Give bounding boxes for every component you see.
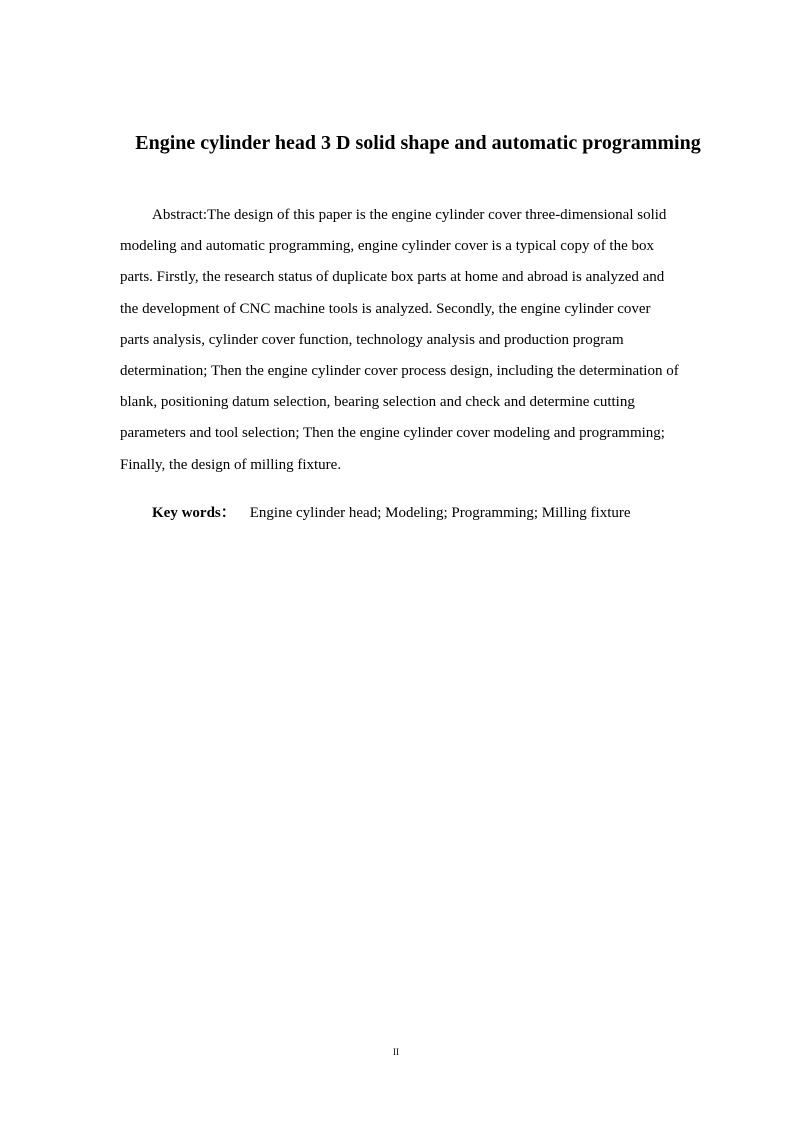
keywords-line: [120, 498, 680, 529]
keywords-text: Engine cylinder head; Modeling; Programming; Milling fixture: [249, 505, 631, 521]
abstract-paragraph: Abstract:The design of this paper is the engine cylinder cover three-dimensional solid modeling and automatic programming, engine cylinder cover is a typical copy of the box parts. Firstly, the research status of duplicate box parts at home and abroad is analyzed and the development of CNC machine tools is analyzed. Secondly, the engine cylinder cover parts analysis, cylinder cover function, technology analysis and production program determination; Then the engine cylinder cover process design, including the determination of blank, positioning datum selection, bearing selection and check and determine cutting parameters and tool selection; Then the engine cylinder cover modeling and programming; Finally, the design of milling fixture.: [120, 207, 679, 473]
keywords-label: Key words：: [152, 505, 236, 521]
document-title: Engine cylinder head 3 D solid shape and automatic programming: [135, 132, 701, 154]
page-number: II: [393, 1047, 399, 1057]
